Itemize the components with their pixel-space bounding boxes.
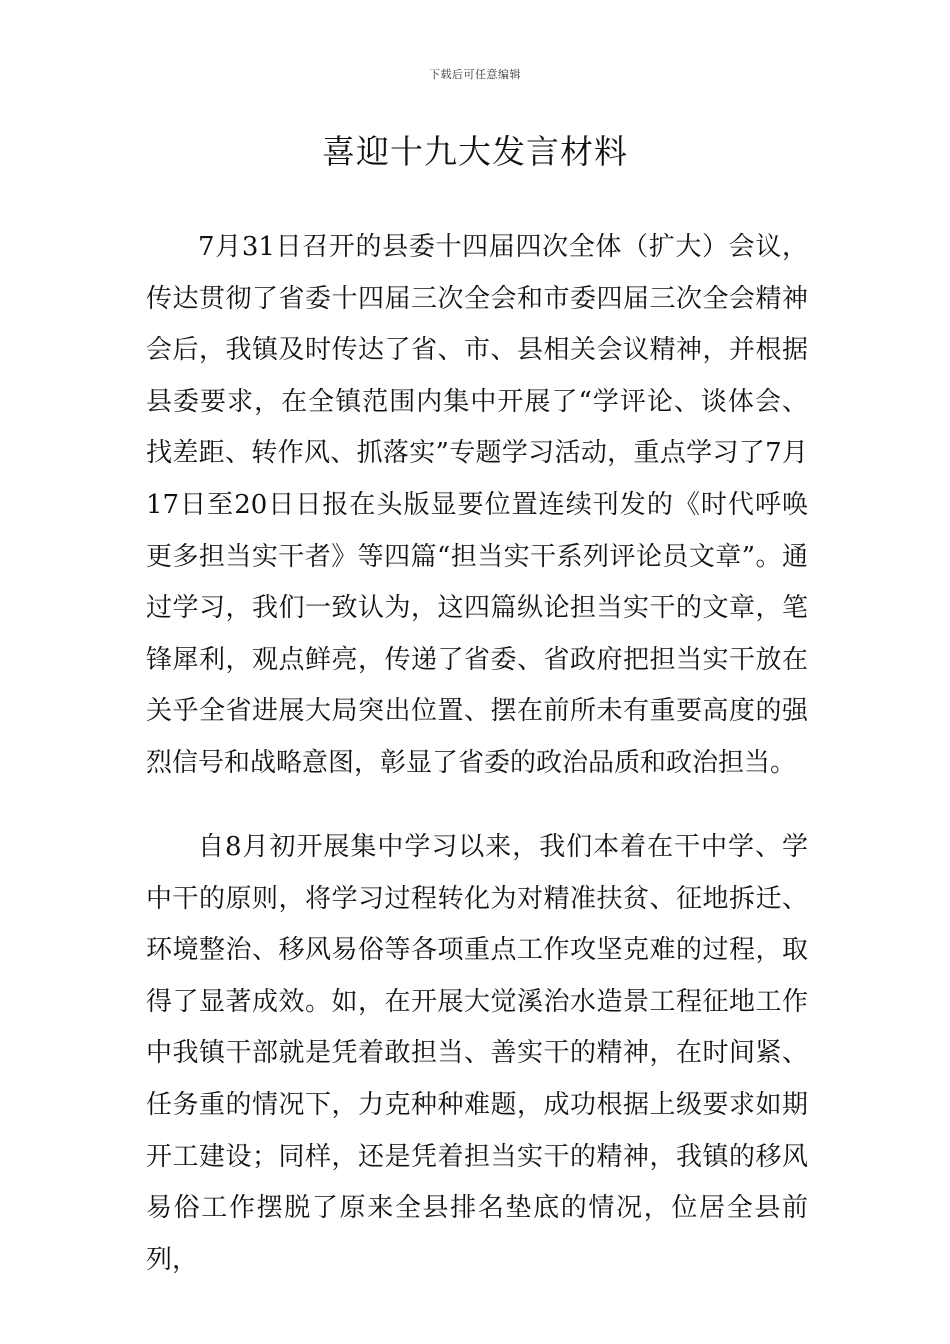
header-note: 下载后可任意编辑 [429,68,521,81]
paragraph-2: 自8月初开展集中学习以来，我们本着在干中学、学中干的原则，将学习过程转化为对精准扶贫、征地拆迁、环境整治、移风易俗等各项重点工作攻坚克难的过程，取得了显著成效。如，在开展大觉溪治水造景工程征地工作中我镇干部就是凭着敢担当、善实干的精神，在时间紧、任务重的情况下，力克种种难题，成功根据上级要求如期开工建设；同样，还是凭着担当实干的精神，我镇的移风易俗工作摆脱了原来全县排名垫底的情况，位居全县前列， [146,832,808,1275]
document-title: 喜迎十九大发言材料 [322,132,628,171]
paragraph-1: 7月31日召开的县委十四届四次全体（扩大）会议，传达贯彻了省委十四届三次全会和市委四届三次全会精神会后，我镇及时传达了省、市、县相关会议精神，并根据县委要求，在全镇范围内集中开展了“学评论、谈体会、找差距、转作风、抓落实”专题学习活动，重点学习了7月17日至20日日报在头版显要位置连续刊发的《时代呼唤更多担当实干者》等四篇“担当实干系列评论员文章”。通过学习，我们一致认为，这四篇纵论担当实干的文章，笔锋犀利，观点鲜亮，传递了省委、省政府把担当实干放在关乎全省进展大局突出位置、摆在前所未有重要高度的强烈信号和战略意图，彰显了省委的政治品质和政治担当。 [146,232,808,778]
